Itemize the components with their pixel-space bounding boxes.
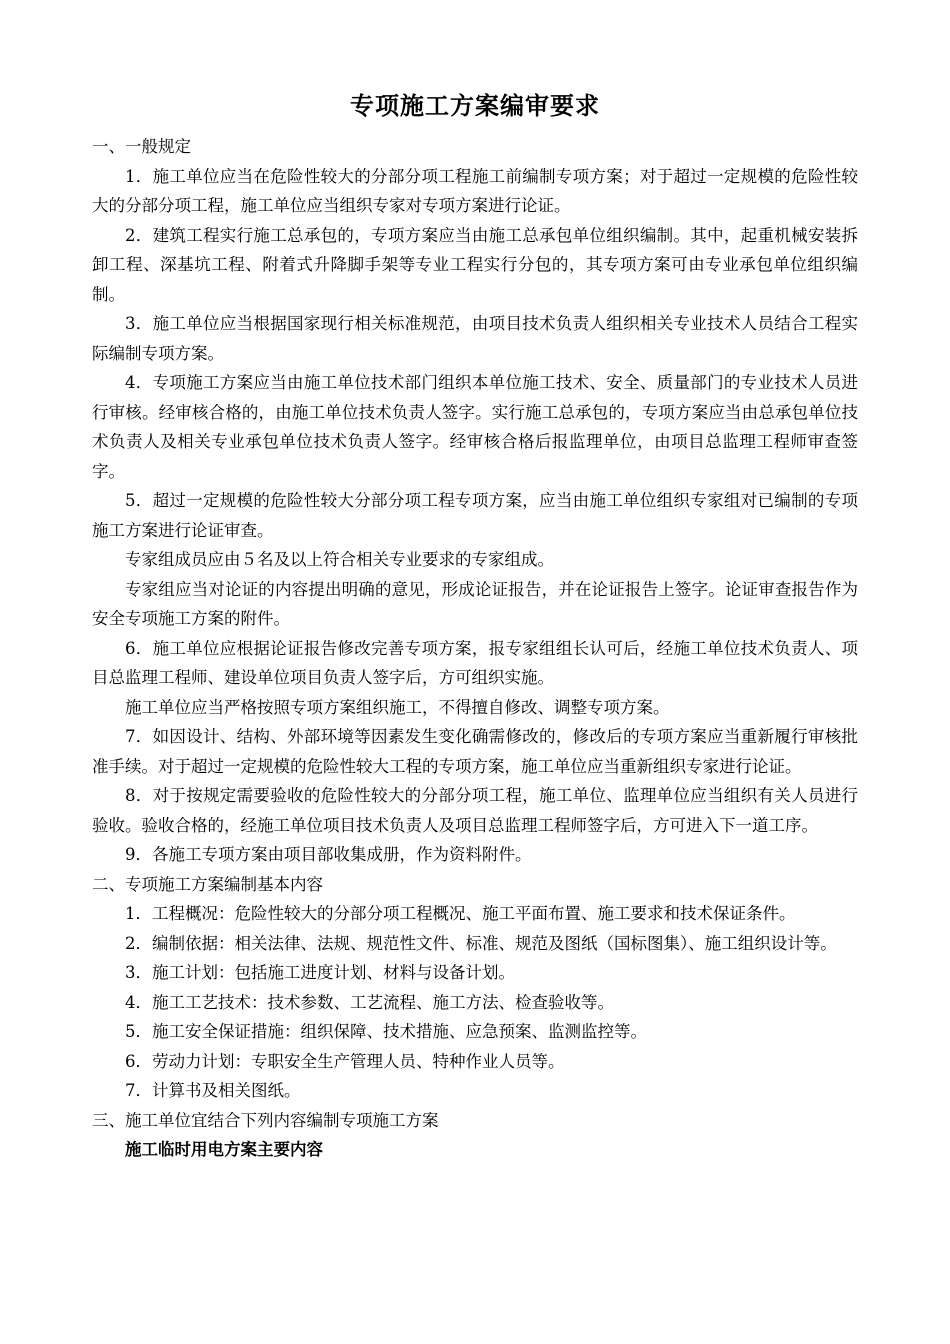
section-2-paragraph: 6．劳动力计划：专职安全生产管理人员、特种作业人员等。 bbox=[125, 1051, 565, 1071]
section-1-paragraph: 9．各施工专项方案由项目部收集成册，作为资料附件。 bbox=[125, 845, 532, 864]
section-1-paragraph: 3．施工单位应当根据国家现行相关标准规范，由项目技术负责人组织相关专业技术人员结合工程实际编制专项方案。 bbox=[92, 314, 858, 363]
section-3-subheading: 施工临时用电方案主要内容 bbox=[125, 1140, 323, 1159]
section-3-heading: 三、施工单位宜结合下列内容编制专项施工方案 bbox=[92, 1110, 439, 1130]
section-1-paragraph: 2．建筑工程实行施工总承包的，专项方案应当由施工总承包单位组织编制。其中，起重机械安装拆卸工程、深基坑工程、附着式升降脚手架等专业工程实行分包的，其专项方案可由专业承包单位组织编制。 bbox=[92, 225, 858, 304]
section-1-paragraph: 5．超过一定规模的危险性较大分部分项工程专项方案，应当由施工单位组织专家组对已编制的专项施工方案进行论证审查。 bbox=[92, 491, 858, 540]
section-2-paragraph: 4．施工工艺技术：技术参数、工艺流程、施工方法、检查验收等。 bbox=[125, 992, 614, 1012]
section-1-paragraph: 4．专项施工方案应当由施工单位技术部门组织本单位施工技术、安全、质量部门的专业技术人员进行审核。经审核合格的，由施工单位技术负责人签字。实行施工总承包的，专项方案应当由总承包单位技术负责人及相关专业承包单位技术负责人签字。经审核合格后报监理单位，由项目总监理工程师审查签字。 bbox=[92, 373, 858, 481]
section-2-heading: 二、专项施工方案编制基本内容 bbox=[92, 874, 323, 894]
document-body bbox=[92, 132, 858, 1165]
section-1-paragraph: 专家组应当对论证的内容提出明确的意见，形成论证报告，并在论证报告上签字。论证审查报告作为安全专项施工方案的附件。 bbox=[92, 579, 858, 628]
document-title: 专项施工方案编审要求 bbox=[350, 92, 600, 120]
section-1-paragraph: 8．对于按规定需要验收的危险性较大的分部分项工程，施工单位、监理单位应当组织有关人员进行验收。验收合格的，经施工单位项目技术负责人及项目总监理工程师签字后，方可进入下一道工序。 bbox=[92, 786, 858, 835]
section-2-paragraph: 2．编制依据：相关法律、法规、规范性文件、标准、规范及图纸（国标图集）、施工组织设计等。 bbox=[125, 933, 837, 953]
section-2-paragraph: 7．计算书及相关图纸。 bbox=[125, 1081, 301, 1100]
section-2-paragraph: 3．施工计划：包括施工进度计划、材料与设备计划。 bbox=[125, 963, 515, 982]
section-1-heading: 一、一般规定 bbox=[92, 137, 191, 156]
section-1-paragraph: 专家组成员应由５名及以上符合相关专业要求的专家组成。 bbox=[125, 550, 554, 569]
section-1-paragraph: 7．如因设计、结构、外部环境等因素发生变化确需修改的，修改后的专项方案应当重新履行审核批准手续。对于超过一定规模的危险性较大工程的专项方案，施工单位应当重新组织专家进行论证。 bbox=[92, 727, 858, 776]
section-2-paragraph: 5．施工安全保证措施：组织保障、技术措施、应急预案、监测监控等。 bbox=[125, 1022, 647, 1041]
section-1-paragraph: 6．施工单位应根据论证报告修改完善专项方案，报专家组组长认可后，经施工单位技术负责人、项目总监理工程师、建设单位项目负责人签字后，方可组织实施。 bbox=[92, 638, 858, 687]
section-1-paragraph: 1．施工单位应当在危险性较大的分部分项工程施工前编制专项方案；对于超过一定规模的危险性较大的分部分项工程，施工单位应当组织专家对专项方案进行论证。 bbox=[92, 166, 858, 215]
section-2-paragraph: 1．工程概况：危险性较大的分部分项工程概况、施工平面布置、施工要求和技术保证条件。 bbox=[125, 904, 796, 923]
section-1-paragraph: 施工单位应当严格按照专项方案组织施工，不得擅自修改、调整专项方案。 bbox=[125, 697, 670, 717]
